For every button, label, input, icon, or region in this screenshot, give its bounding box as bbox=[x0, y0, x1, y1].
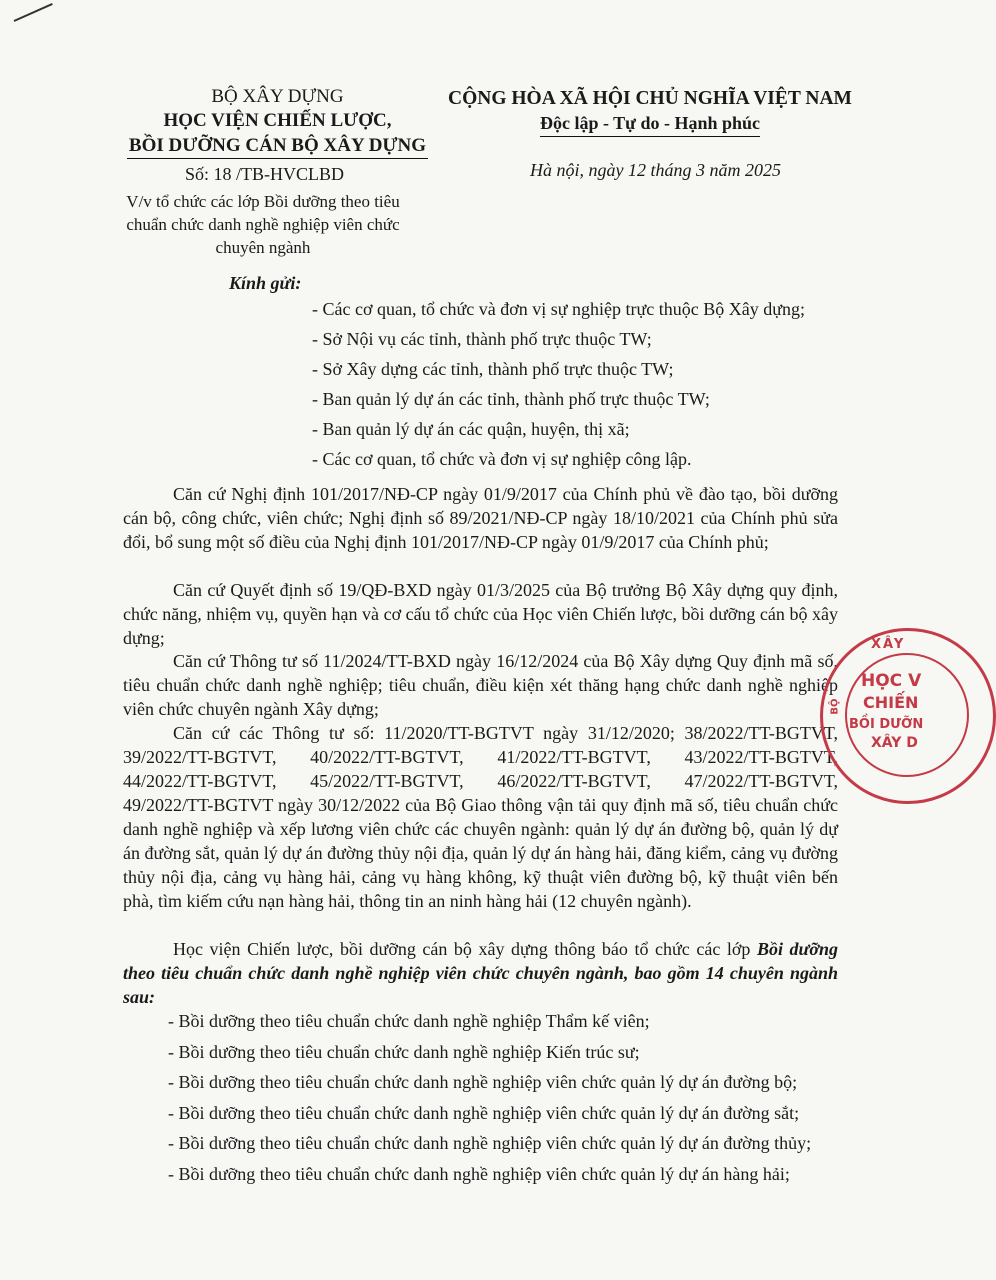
legal-basis-paragraph-2: Căn cứ Quyết định số 19/QĐ-BXD ngày 01/3/2025 của Bộ trưởng Bộ Xây dựng quy định, chức năng, nhiệm vụ, quyền hạn và cơ cấu tổ chức của Học viên Chiến lược, bồi dưỡng cán bộ xây dựng; bbox=[123, 580, 838, 648]
national-motto: Độc lập - Tự do - Hạnh phúc bbox=[540, 111, 760, 137]
course-item: - Bồi dưỡng theo tiêu chuẩn chức danh nghề nghiệp Kiến trúc sư; bbox=[168, 1041, 640, 1062]
announcement-emphasis: Bồi dưỡng theo tiêu chuẩn chức danh nghề nghiệp viên chức chuyên ngành, bao gồm 14 chuyên ngành sau: bbox=[123, 939, 838, 1007]
course-item: - Bồi dưỡng theo tiêu chuẩn chức danh nghề nghiệp viên chức quản lý dự án đường bộ; bbox=[168, 1072, 798, 1092]
seal-text-line1: HỌC V bbox=[861, 671, 922, 691]
recipient-item: - Ban quản lý dự án các tỉnh, thành phố trực thuộc TW; bbox=[312, 389, 710, 409]
recipient-item: - Các cơ quan, tổ chức và đơn vị sự nghiệp trực thuộc Bộ Xây dựng; bbox=[312, 299, 805, 319]
recipient-item: - Các cơ quan, tổ chức và đơn vị sự nghiệp công lập. bbox=[312, 449, 692, 469]
issue-date: Hà nội, ngày 12 tháng 3 năm 2025 bbox=[530, 160, 781, 180]
seal-text-line2: CHIẾN bbox=[863, 693, 919, 712]
course-item: - Bồi dưỡng theo tiêu chuẩn chức danh nghề nghiệp Thẩm kế viên; bbox=[168, 1011, 650, 1031]
recipient-item: - Sở Nội vụ các tỉnh, thành phố trực thuộc TW; bbox=[312, 329, 652, 349]
announcement-paragraph bbox=[123, 937, 838, 1009]
seal-text-line3: BỒI DƯỠN bbox=[849, 717, 924, 732]
course-item: - Bồi dưỡng theo tiêu chuẩn chức danh nghề nghiệp viên chức quản lý dự án đường sắt; bbox=[168, 1102, 800, 1123]
recipients-list bbox=[312, 294, 882, 474]
course-item: - Bồi dưỡng theo tiêu chuẩn chức danh nghề nghiệp viên chức quản lý dự án đường thủy; bbox=[168, 1133, 812, 1153]
official-seal bbox=[820, 628, 996, 804]
seal-text-top: XÂY bbox=[871, 637, 906, 652]
document-subject: V/v tổ chức các lớp Bồi dưỡng theo tiêu chuẩn chức danh nghề nghiệp viên chức chuyên ngành bbox=[126, 192, 400, 257]
seal-text-side: BỘ bbox=[829, 698, 841, 715]
ministry-name: BỘ XÂY DỰNG bbox=[211, 86, 344, 107]
legal-basis-paragraph-3: Căn cứ Thông tư số 11/2024/TT-BXD ngày 16/12/2024 của Bộ Xây dựng Quy định mã số, tiêu chuẩn chức danh nghề nghiệp; tiêu chuẩn, điều kiện xét thăng hạng chức danh nghề nghiệp viên chức chuyên ngành Xây dựng; bbox=[123, 651, 838, 719]
national-header bbox=[430, 86, 870, 137]
pen-mark bbox=[14, 3, 53, 22]
nation-title: CỘNG HÒA XÃ HỘI CHỦ NGHĨA VIỆT NAM bbox=[448, 88, 852, 109]
recipient-item: - Sở Xây dựng các tỉnh, thành phố trực thuộc TW; bbox=[312, 359, 674, 379]
legal-basis-paragraph-4: Căn cứ các Thông tư số: 11/2020/TT-BGTVT ngày 31/12/2020; 38/2022/TT-BGTVT, 39/2022/TT-BGTVT, 40/2022/TT-BGTVT, 41/2022/TT-BGTVT, 43/2022/TT-BGTVT, 44/2022/TT-BGTVT, 45/2022/TT-BGTVT, 46/2022/TT-BGTVT, 47/2022/TT-BGTVT, 49/2022/TT-BGTVT ngày 30/12/2022 của Bộ Giao thông vận tải quy định mã số, tiêu chuẩn chức danh nghề nghiệp và xếp lương viên chức các chuyên ngành: quản lý dự án đường bộ, quản lý dự án đường sắt, quản lý dự án đường thủy nội địa, quản lý dự án hàng hải, đăng kiểm, cảng vụ đường thủy nội địa, cảng vụ hàng hải, cảng vụ hàng không, kỹ thuật viên đường bộ, kỹ thuật viên bến phà, tìm kiếm cứu nạn hàng hải, thông tin an ninh hàng hải (12 chuyên ngành). bbox=[123, 723, 838, 911]
institute-name-line2: BỒI DƯỠNG CÁN BỘ XÂY DỰNG bbox=[127, 133, 428, 159]
recipient-item: - Ban quản lý dự án các quận, huyện, thị xã; bbox=[312, 419, 630, 439]
announcement-text: Học viện Chiến lược, bồi dưỡng cán bộ xây dựng thông báo tổ chức các lớp bbox=[173, 939, 757, 959]
course-item: - Bồi dưỡng theo tiêu chuẩn chức danh nghề nghiệp viên chức quản lý dự án hàng hải; bbox=[168, 1163, 790, 1184]
issuer-header bbox=[95, 86, 460, 159]
legal-basis-paragraph-1: Căn cứ Nghị định 101/2017/NĐ-CP ngày 01/9/2017 của Chính phủ về đào tạo, bồi dưỡng cán bộ, công chức, viên chức; Nghị định số 89/2021/NĐ-CP ngày 18/10/2021 của Chính phủ sửa đổi, bổ sung một số điều của Nghị định 101/2017/NĐ-CP ngày 01/9/2017 của Chính phủ; bbox=[123, 484, 838, 552]
document-number: Số: 18 /TB-HVCLBD bbox=[185, 164, 345, 184]
recipients-label: Kính gửi: bbox=[229, 273, 302, 293]
institute-name-line1: HỌC VIỆN CHIẾN LƯỢC, bbox=[163, 110, 392, 131]
seal-text-line4: XÂY D bbox=[871, 735, 918, 751]
course-list bbox=[168, 1006, 868, 1189]
